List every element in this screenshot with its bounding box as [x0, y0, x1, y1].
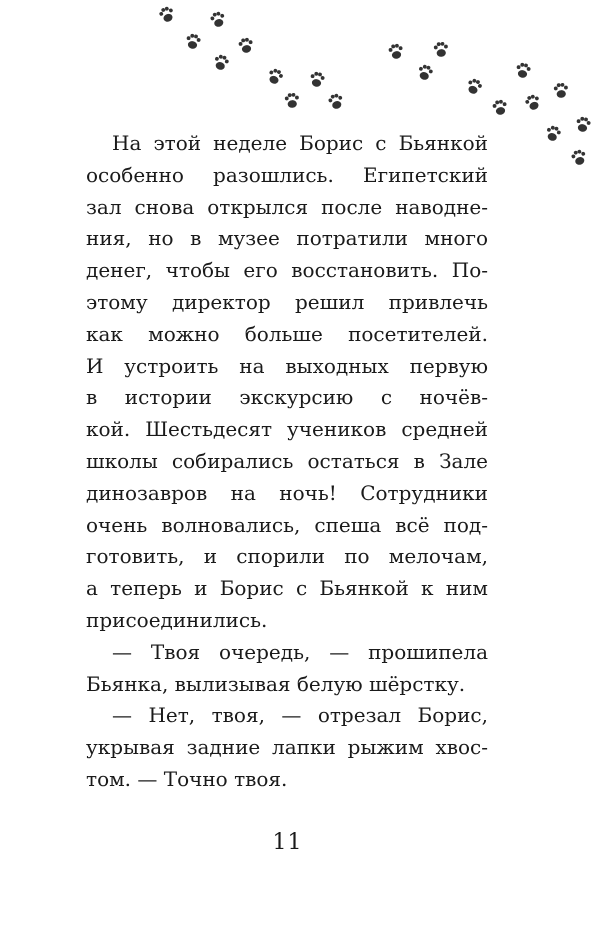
text-line: том. — Точно твоя.	[86, 766, 288, 791]
text-line: присоединились.	[86, 607, 268, 632]
text-line: как можно больше посетителей.	[86, 321, 488, 346]
text-line: а теперь и Борис с Бьянкой к ним	[86, 576, 488, 601]
text-line: ния, но в музее потратили много	[86, 226, 488, 251]
paw-print-icon	[553, 83, 568, 99]
body-text	[86, 128, 488, 796]
dialogue-line: — Нет, твоя, — отрезал Борис,	[112, 703, 488, 728]
page-number: 11	[272, 830, 303, 855]
text-line: И устроить на выходных первую	[86, 353, 488, 378]
paw-print-icon	[433, 42, 448, 58]
paw-print-icon	[465, 77, 483, 96]
paw-print-icon	[284, 93, 299, 109]
paw-print-icon	[570, 149, 587, 167]
text-line: в истории экскурсию с ночёв-	[86, 385, 488, 410]
paw-print-icon	[209, 11, 226, 29]
paw-print-icon	[266, 67, 284, 86]
text-line: этому директор решил привлечь	[86, 289, 488, 314]
text-line: готовить, и спорили по мелочам,	[86, 544, 488, 569]
paw-print-icon	[388, 43, 404, 60]
paw-print-icon	[575, 116, 591, 133]
dialogue-line: — Твоя очередь, — прошипела	[112, 639, 488, 664]
paw-print-icon	[545, 125, 562, 143]
text-line: Бьянка, вылизывая белую шёрстку.	[86, 671, 466, 696]
paw-print-icon	[515, 62, 531, 79]
text-line: На этой неделе Борис с Бьянкой	[112, 131, 488, 155]
paw-print-icon	[327, 93, 344, 111]
paw-print-icon	[524, 93, 542, 112]
text-line: школы собирались остаться в Зале	[86, 448, 488, 473]
paw-print-icon	[158, 5, 176, 24]
paw-print-icon	[238, 37, 254, 54]
paw-print-icon	[185, 33, 201, 50]
paw-print-icon	[492, 99, 508, 116]
paw-print-icon	[213, 54, 230, 72]
paw-print-icon	[309, 71, 325, 88]
text-line: очень волновались, спеша всё под-	[86, 512, 488, 537]
text-line: денег, чтобы его восстановить. По-	[86, 258, 488, 283]
text-line: кой. Шестьдесят учеников средней	[86, 417, 488, 442]
paw-print-icon	[417, 64, 434, 82]
text-line: укрывая задние лапки рыжим хвос-	[86, 735, 488, 760]
text-line: зал снова открылся после наводне-	[86, 194, 488, 219]
text-line: особенно разошлись. Египетский	[86, 162, 488, 187]
text-line: динозавров на ночь! Сотрудники	[86, 480, 488, 505]
